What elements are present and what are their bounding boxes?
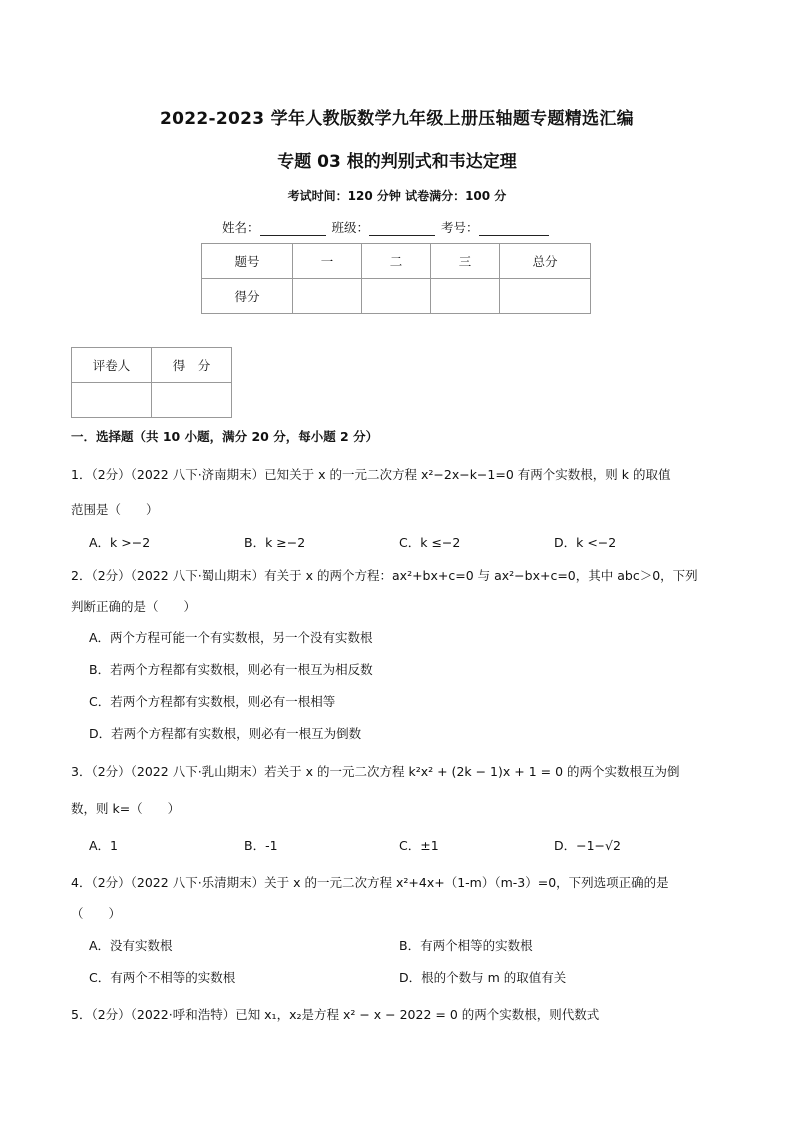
- name-label: 姓名：: [222, 220, 260, 235]
- question-5-stem: 5．（2分）（2022·呼和浩特）已知 x₁，x₂是方程 x² − x − 2022 = 0 的两个实数根，则代数式: [71, 1007, 600, 1022]
- student-info-line: [222, 218, 551, 236]
- question-4-option-c[interactable]: C．有两个不相等的实数根: [89, 970, 236, 985]
- question-2-option-d[interactable]: D．若两个方程都有实数根，则必有一根互为倒数: [89, 726, 362, 741]
- question-3-option-c[interactable]: C．±1: [399, 838, 439, 853]
- question-2-option-a[interactable]: A．两个方程可能一个有实数根，另一个没有实数根: [89, 630, 373, 645]
- question-1-option-a[interactable]: A．k >−2: [89, 535, 151, 550]
- question-4-option-a[interactable]: A．没有实数根: [89, 938, 173, 953]
- name-blank[interactable]: [260, 222, 326, 236]
- question-2-stem-cont: 判断正确的是（ ）: [71, 599, 197, 614]
- question-3-stem: 3．（2分）（2022 八下·乳山期末）若关于 x 的一元二次方程 k²x² + (2k − 1)x + 1 = 0 的两个实数根互为倒: [71, 764, 680, 779]
- score-input-cell[interactable]: [431, 279, 500, 314]
- grader-score-cell[interactable]: [152, 383, 232, 418]
- score-input-cell[interactable]: [293, 279, 362, 314]
- question-4-option-b[interactable]: B．有两个相等的实数根: [399, 938, 533, 953]
- question-2-stem: 2．（2分）（2022 八下·蜀山期末）有关于 x 的两个方程：ax²+bx+c=0 与 ax²−bx+c=0，其中 abc＞0，下列: [71, 568, 698, 583]
- score-cell: 总分: [500, 244, 591, 279]
- page-title: 2022-2023 学年人教版数学九年级上册压轴题专题精选汇编: [160, 109, 634, 129]
- grader-score-label: 得 分: [152, 348, 232, 383]
- page-subtitle: 专题 03 根的判别式和韦达定理: [277, 152, 517, 172]
- question-3-stem-cont: 数，则 k=（ ）: [71, 801, 181, 816]
- score-row-label: 得分: [202, 279, 293, 314]
- question-2-option-b[interactable]: B．若两个方程都有实数根，则必有一根互为相反数: [89, 662, 373, 677]
- score-cell: 一: [293, 244, 362, 279]
- exam-no-label: 考号：: [441, 220, 479, 235]
- score-cell: 题号: [202, 244, 293, 279]
- question-3-option-a[interactable]: A．1: [89, 838, 119, 853]
- section-title: 一．选择题（共 10 小题，满分 20 分，每小题 2 分）: [71, 429, 379, 444]
- exam-no-blank[interactable]: [479, 222, 549, 236]
- score-table-score-row: [202, 279, 591, 314]
- question-1-option-d[interactable]: D．k <−2: [554, 535, 617, 550]
- score-input-cell[interactable]: [500, 279, 591, 314]
- question-1-stem: 1．（2分）（2022 八下·济南期末）已知关于 x 的一元二次方程 x²−2x−k−1=0 有两个实数根，则 k 的取值: [71, 467, 671, 482]
- question-1-option-b[interactable]: B．k ≥−2: [244, 535, 306, 550]
- exam-info: 考试时间：120 分钟 试卷满分：100 分: [287, 189, 507, 203]
- question-2-option-c[interactable]: C．若两个方程都有实数根，则必有一根相等: [89, 694, 336, 709]
- question-1-stem-cont: 范围是（ ）: [71, 502, 159, 517]
- grader-table: [71, 347, 232, 418]
- question-4-option-d[interactable]: D．根的个数与 m 的取值有关: [399, 970, 567, 985]
- class-blank[interactable]: [369, 222, 435, 236]
- question-1-option-c[interactable]: C．k ≤−2: [399, 535, 461, 550]
- score-table: [201, 243, 591, 314]
- score-cell: 三: [431, 244, 500, 279]
- score-table-header-row: [202, 244, 591, 279]
- question-4-stem-cont: （ ）: [71, 906, 122, 921]
- question-4-stem: 4．（2分）（2022 八下·乐清期末）关于 x 的一元二次方程 x²+4x+（1-m）（m-3）=0，下列选项正确的是: [71, 875, 669, 890]
- score-cell: 二: [362, 244, 431, 279]
- question-3-option-b[interactable]: B．-1: [244, 838, 278, 853]
- grader-reviewer-label: 评卷人: [72, 348, 152, 383]
- score-input-cell[interactable]: [362, 279, 431, 314]
- class-label: 班级：: [331, 220, 370, 235]
- grader-reviewer-cell[interactable]: [72, 383, 152, 418]
- question-3-option-d[interactable]: D．−1−√2: [554, 838, 621, 853]
